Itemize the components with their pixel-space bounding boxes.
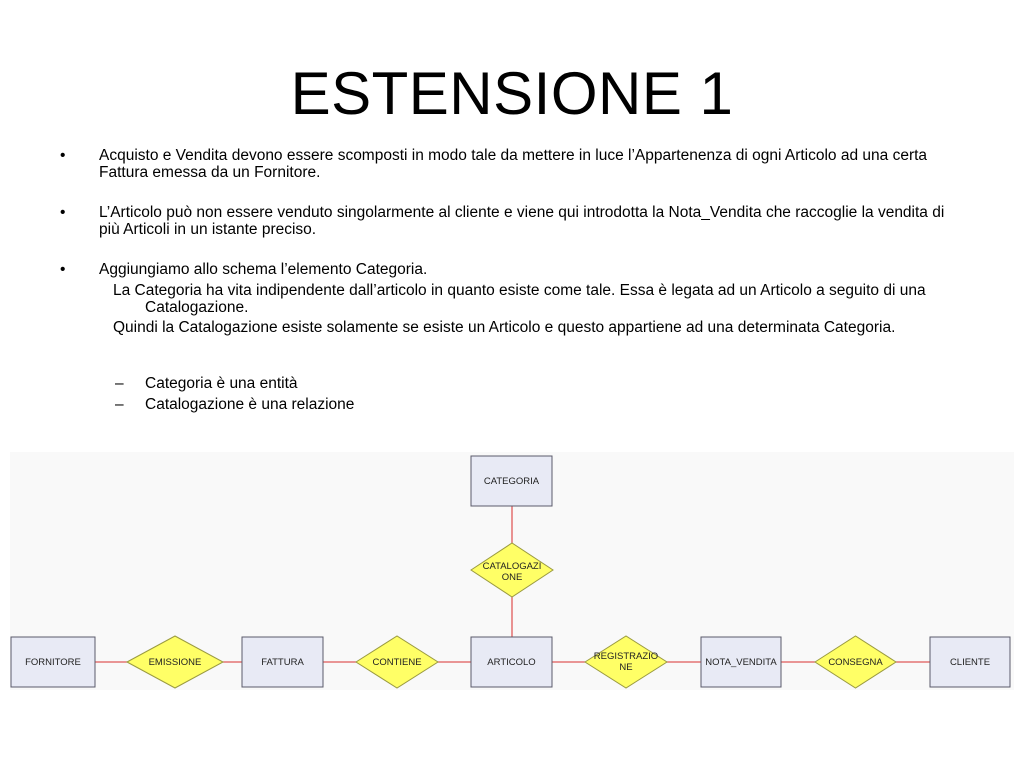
bullet-text-2: L’Articolo può non essere venduto singolarmente al cliente e viene qui introdotta la Nota_Vendita che raccoglie la vendita di più Articoli in un istante preciso. <box>99 204 945 238</box>
entity-label: CLIENTE <box>949 657 991 668</box>
entity-label: ARTICOLO <box>487 657 536 668</box>
bullet-marker: • <box>60 204 66 221</box>
relation-label-line2: NE <box>619 662 633 673</box>
relation-contiene <box>356 636 438 688</box>
relation-registrazione <box>585 636 667 688</box>
dash-marker: – <box>115 396 124 413</box>
entity-label: CATEGORIA <box>483 476 540 487</box>
entity-label: FORNITORE <box>25 657 81 668</box>
relation-consegna <box>815 636 896 688</box>
slide-title: ESTENSIONE 1 <box>290 60 734 127</box>
entity-cliente <box>930 637 1010 687</box>
entity-label: NOTA_VENDITA <box>705 657 777 668</box>
bullet-marker: • <box>60 261 66 278</box>
relation-label-line1: REGISTRAZIO <box>593 651 659 662</box>
relation-label: CONSEGNA <box>828 657 883 668</box>
relation-label-line1: CATALOGAZI <box>482 561 542 572</box>
bullet-text-1: Acquisto e Vendita devono essere scomposti in modo tale da mettere in luce l’Appartenenza di ogni Articolo ad una certa Fattura emessa da un Fornitore. <box>99 147 928 181</box>
sub-paragraph-2: Quindi la Catalogazione esiste solamente se esiste un Articolo e questo appartiene ad una determinata Categoria. <box>113 319 896 336</box>
relation-catalogazione <box>471 543 553 597</box>
entity-label: FATTURA <box>261 657 304 668</box>
relation-label: EMISSIONE <box>148 657 202 668</box>
bullet-marker: • <box>60 147 66 164</box>
bullet-text-3: Aggiungiamo allo schema l’elemento Categoria. <box>99 261 428 278</box>
entity-articolo <box>471 637 552 687</box>
entity-fornitore <box>11 637 95 687</box>
entity-nota-vendita <box>701 637 781 687</box>
relation-label: CONTIENE <box>372 657 422 668</box>
relation-emissione <box>127 636 223 688</box>
dash-item-2: Catalogazione è una relazione <box>145 396 355 413</box>
dash-item-1: Categoria è una entità <box>145 375 298 392</box>
dash-marker: – <box>115 375 124 392</box>
relation-label-line2: ONE <box>501 572 523 583</box>
entity-categoria <box>471 456 552 506</box>
sub-paragraph-1: La Categoria ha vita indipendente dall’articolo in quanto esiste come tale. Essa è legata ad un Articolo a seguito di una Catalogazione. <box>113 282 926 316</box>
entity-fattura <box>242 637 323 687</box>
